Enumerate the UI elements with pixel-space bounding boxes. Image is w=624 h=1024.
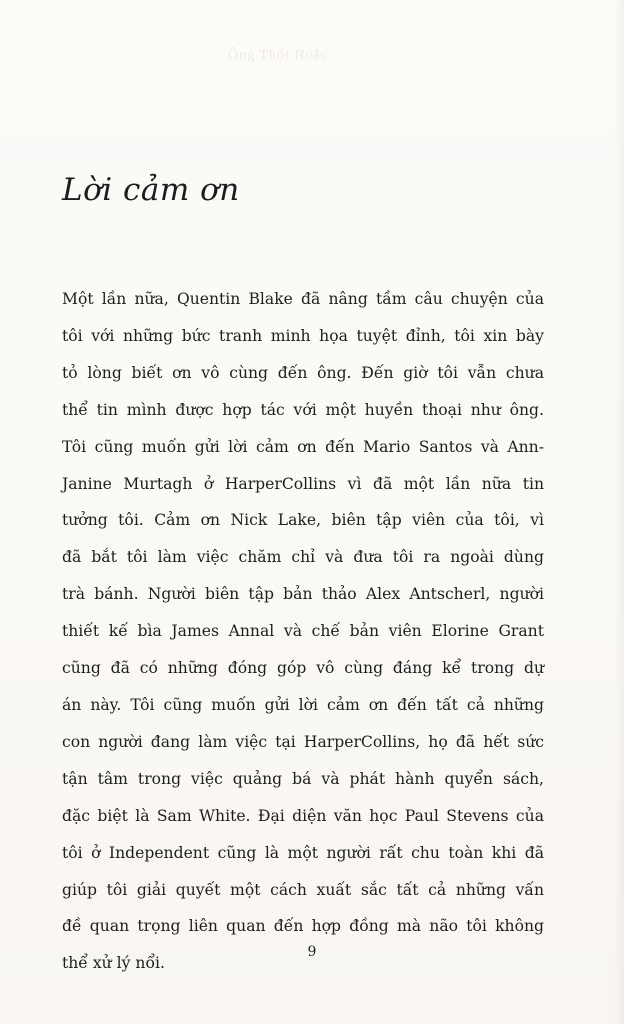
text-line: thiết kế bìa James Annal và chế bản viên Elorine Grant: [62, 622, 544, 641]
text-line: thể xử lý nổi.: [62, 954, 165, 973]
text-line: giúp tôi giải quyết một cách xuất sắc tất cả những vấn: [62, 880, 544, 899]
text-line: tôi với những bức tranh minh họa tuyệt đỉnh, tôi xin bày: [62, 326, 544, 345]
text-line: trà bánh. Người biên tập bản thảo Alex Antscherl, người: [62, 585, 544, 604]
text-line: tận tâm trong việc quảng bá và phát hành quyển sách,: [62, 769, 544, 788]
chapter-title: Lời cảm ơn: [62, 172, 240, 208]
text-line: án này. Tôi cũng muốn gửi lời cảm ơn đến tất cả những: [62, 695, 544, 714]
text-line: đã bắt tôi làm việc chăm chỉ và đưa tôi ra ngoài dùng: [62, 548, 544, 567]
text-line: thể tin mình được hợp tác với một huyền thoại như ông.: [62, 400, 544, 419]
page-number: 9: [307, 944, 317, 960]
text-line: Một lần nữa, Quentin Blake đã nâng tầm câu chuyện của: [62, 290, 544, 308]
text-line: cũng đã có những đóng góp vô cùng đáng kể trong dự: [62, 659, 544, 678]
body-paragraph: [62, 281, 544, 982]
text-line: đặc biệt là Sam White. Đại diện văn học Paul Stevens của: [62, 806, 544, 825]
text-line: đề quan trọng liên quan đến hợp đồng mà não tôi không: [62, 917, 544, 936]
bleed-through-running-header: Ông Thối Hoắc: [228, 48, 328, 63]
text-line: con người đang làm việc tại HarperCollins, họ đã hết sức: [62, 732, 544, 751]
text-line: tỏ lòng biết ơn vô cùng đến ông. Đến giờ tôi vẫn chưa: [62, 363, 544, 382]
page-edge-shadow: [614, 0, 624, 1024]
text-line: Janine Murtagh ở HarperCollins vì đã một lần nữa tin: [62, 474, 544, 493]
text-line: tôi ở Independent cũng là một người rất chu toàn khi đã: [62, 843, 544, 862]
text-line: Tôi cũng muốn gửi lời cảm ơn đến Mario Santos và Ann-: [62, 437, 544, 456]
text-line: tưởng tôi. Cảm ơn Nick Lake, biên tập viên của tôi, vì: [62, 511, 544, 530]
